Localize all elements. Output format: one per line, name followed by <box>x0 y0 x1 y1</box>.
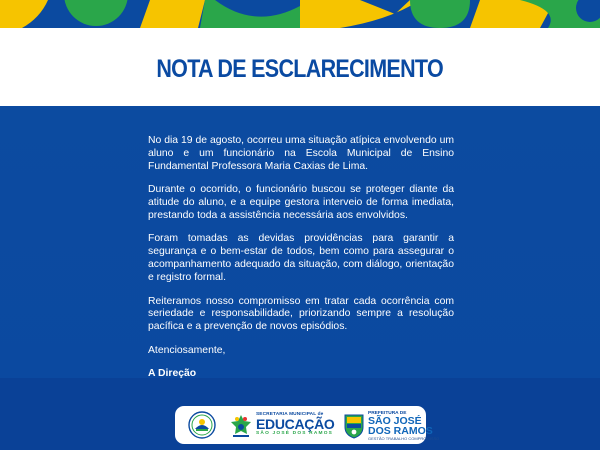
paragraph-4: Reiteramos nosso compromisso em tratar cada ocorrência com seriedade e responsabilidade, priorizando sempre a resolução pacífica e a prevenção de novos episódios. <box>148 295 454 333</box>
prefeitura-tag: GESTÃO <box>368 436 385 441</box>
education-emblem <box>228 413 254 439</box>
prefeitura-tag-2: TRABALHO COMPROMISSO <box>385 436 440 441</box>
note-body <box>148 135 454 392</box>
secretaria-city: SÃO JOSÉ DOS RAMOS <box>256 431 334 436</box>
paragraph-3: Foram tomadas as devidas providências para garantir a segurança e o bem-estar de todos, bem como para assegurar o acompanhamento adequado da situação, com diálogo, orientação e registro formal. <box>148 233 454 284</box>
prefeitura-city-1: SÃO JOSÉ <box>368 415 422 427</box>
school-logo <box>188 411 216 439</box>
education-wordmark <box>256 412 335 436</box>
city-crest <box>343 413 365 439</box>
page-title: NOTA DE ESCLARECIMENTO <box>156 54 444 83</box>
education-title: EDUCAÇÃO <box>256 416 335 432</box>
decorative-top-band <box>0 0 600 28</box>
prefeitura-label: PREFEITURA DE <box>368 411 407 416</box>
secretaria-line: SECRETARIA MUNICIPAL <box>256 412 317 417</box>
title-band <box>0 28 600 106</box>
secretaria-of: de <box>317 412 324 417</box>
paragraph-2: Durante o ocorrido, o funcionário buscou se proteger diante da atitude do aluno, e a equipe gestora interveio de forma imediata, prestando toda a assistência necessária aos envolvidos. <box>148 184 454 222</box>
prefeitura-city-2: DOS RAMOS <box>368 425 433 437</box>
closing-text: Atenciosamente, <box>148 344 226 356</box>
prefeitura-wordmark <box>368 411 439 441</box>
signature: A Direção <box>148 368 197 380</box>
paragraph-1: No dia 19 de agosto, ocorreu uma situação atípica envolvendo um aluno e um funcionário na Escola Municipal de Ensino Fundamental Professora Maria Caxias de Lima. <box>148 135 454 172</box>
